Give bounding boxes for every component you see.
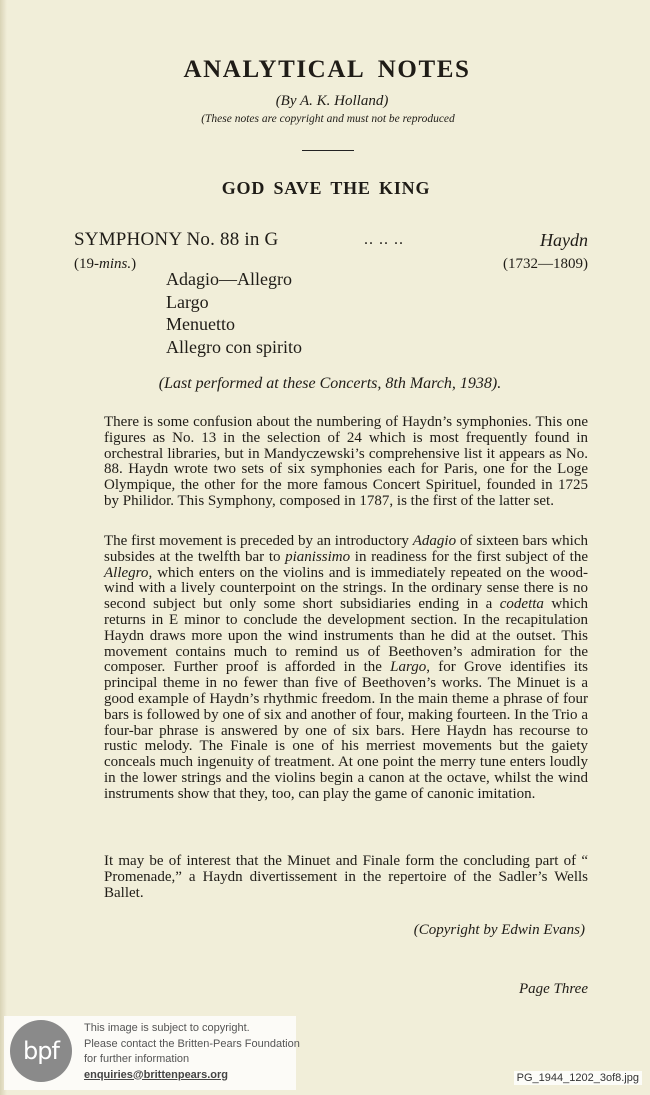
- page-title: ANALYTICAL NOTES: [183, 56, 471, 83]
- movement-item: Allegro con spirito: [166, 337, 302, 358]
- movement-item: Largo: [166, 291, 209, 312]
- anthem-heading: GOD SAVE THE KING: [221, 178, 431, 198]
- text-run: , which enters on the violins and is immediately repeated on the wood-wind with a lively counterpoint on the strings. In the ordinary sense there is no second subject but only some short subsidiaries ending in a: [104, 564, 588, 613]
- composer-name: Haydn: [540, 230, 588, 250]
- text-run: of sixteen bars which subsides at the twelfth bar to: [104, 533, 588, 565]
- paragraph-analysis: [104, 534, 588, 803]
- text-run: , for Grove identifies its principal theme in no fewer than five of Beethoven’s works. The Minuet is a good example of Haydn’s rhythmic freedom. In the main theme a phrase of four bars is followed by one of six and another of four, making fourteen. In the Trio a four-bar phrase is answered by one of six bars. Here Haydn has recourse to rustic melody. The Finale is one of his merriest movements but the gaiety conceals much ingenuity of treatment. At one point the merry tune enters loudly in the lower strings and the violins begin a canon at the octave, whilst the wind instruments show that they, too, can play the game of canonic imitation.: [104, 659, 588, 802]
- image-filename: PG_1944_1202_3of8.jpg: [514, 1071, 642, 1085]
- last-performed-note: (Last performed at these Concerts, 8th March, 1938).: [158, 375, 502, 392]
- work-title: SYMPHONY No. 88 in G: [74, 229, 279, 250]
- contact-email-link[interactable]: enquiries@brittenpears.org: [84, 1068, 228, 1081]
- notice-line: for further information: [84, 1053, 190, 1065]
- bpf-logo-icon: bpf: [10, 1020, 72, 1082]
- italic-term: Allegro: [104, 564, 149, 581]
- italic-term: Adagio: [412, 533, 457, 549]
- leader-dots: .. .. ..: [364, 231, 404, 248]
- notice-line: Please contact the Britten-Pears Foundation: [84, 1037, 300, 1050]
- movement-item: Menuetto: [166, 314, 235, 335]
- page-number: Page Three: [518, 981, 588, 997]
- movement-list: [166, 268, 302, 359]
- notice-line: This image is subject to copyright.: [84, 1022, 250, 1034]
- duration-number: (19-: [74, 256, 99, 272]
- italic-term: Largo: [390, 659, 427, 676]
- copyright-note: (These notes are copyright and must not be reproduced: [201, 113, 455, 125]
- text-run: in readiness for the first subject of the: [350, 548, 589, 565]
- paragraph-numbering: There is some confusion about the numbering of Haydn’s symphonies. This one figures as No. 13 in the selection of 24 which is most frequently found in orchestral libraries, but in Mandyczewski’s comprehensive list it appears as No. 88. Haydn wrote two sets of six symphonies each for Paris, one for the Loge Olympique, the other for the more famous Concert Spirituel, founded in 1725 by Philidor. This Symphony, composed in 1787, is the first of the latter set.: [104, 414, 588, 509]
- notice-text: [84, 1021, 300, 1083]
- copyright-notice-box: [4, 1016, 300, 1090]
- italic-term: codetta: [499, 596, 544, 613]
- italic-term: pianissimo: [285, 548, 351, 565]
- author-byline: (By A. K. Holland): [275, 93, 389, 109]
- copyright-credit: (Copyright by Edwin Evans): [413, 922, 585, 938]
- paragraph-promenade: It may be of interest that the Minuet and Finale form the concluding part of “ Promenade,” a Haydn divertissement in the repertoire of the Sadler’s Wells Ballet.: [104, 853, 588, 901]
- text-run: which returns in E minor to conclude the development section. In the recapitulation Haydn draws more upon the wind instruments than he did at the outset. This movement contains much to remind us of Beethoven’s admiration for the composer. Further proof is afforded in the: [104, 596, 588, 676]
- movement-item: Adagio—Allegro: [166, 269, 292, 289]
- text-run: The first movement is preceded by an introductory: [104, 533, 413, 549]
- work-duration: [74, 256, 136, 273]
- composer-dates: (1732—1809): [503, 256, 588, 272]
- duration-close: ): [131, 256, 137, 272]
- duration-unit: mins.: [99, 256, 132, 272]
- divider-rule: [302, 150, 354, 151]
